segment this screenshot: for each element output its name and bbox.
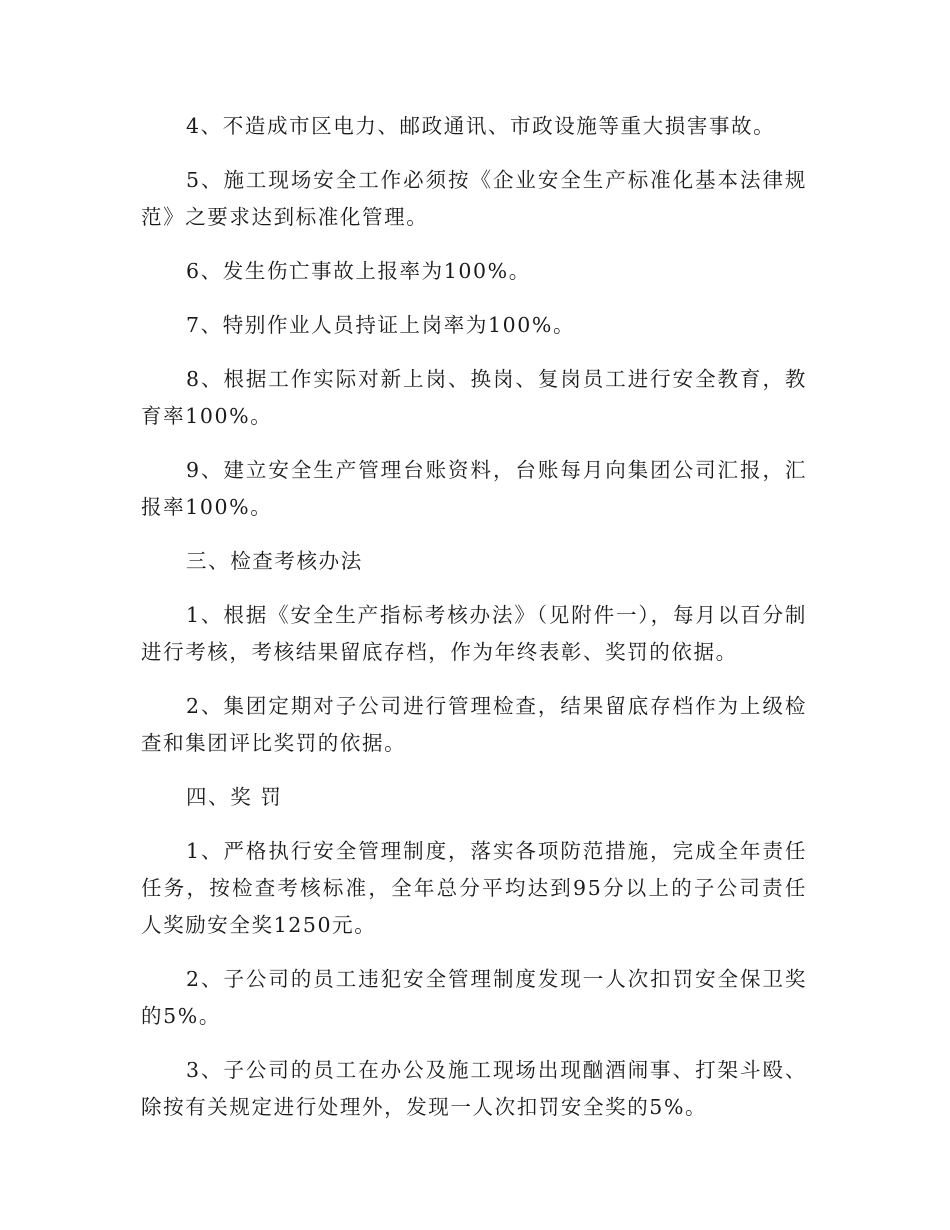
paragraph-item-8: 8、根据工作实际对新上岗、换岗、复岗员工进行安全教育，教育率100%。 xyxy=(141,367,807,428)
inspection-item-2: 2、集团定期对子公司进行管理检查，结果留底存档作为上级检查和集团评比奖罚的依据。 xyxy=(141,694,807,755)
paragraph-item-9: 9、建立安全生产管理台账资料，台账每月向集团公司汇报，汇报率100%。 xyxy=(141,458,807,519)
paragraph-item-6: 6、发生伤亡事故上报率为100%。 xyxy=(186,259,531,283)
reward-item-3: 3、子公司的员工在办公及施工现场出现酗酒闹事、打架斗殴、除按有关规定进行处理外，发现一人次扣罚安全奖的5%。 xyxy=(141,1058,807,1119)
section-heading-inspection: 三、检查考核办法 xyxy=(186,549,363,573)
paragraph-item-5: 5、施工现场安全工作必须按《企业安全生产标准化基本法律规范》之要求达到标准化管理。 xyxy=(141,168,807,229)
document-body xyxy=(141,108,807,1143)
paragraph-item-4: 4、不造成市区电力、邮政通讯、市政设施等重大损害事故。 xyxy=(186,114,776,138)
inspection-item-1: 1、根据《安全生产指标考核办法》（见附件一），每月以百分制进行考核，考核结果留底存档，作为年终表彰、奖罚的依据。 xyxy=(141,603,807,664)
section-heading-rewards: 四、奖 罚 xyxy=(186,785,283,809)
reward-item-1: 1、严格执行安全管理制度，落实各项防范措施，完成全年责任任务，按检查考核标准，全年总分平均达到95分以上的子公司责任人奖励安全奖1250元。 xyxy=(141,839,807,937)
reward-item-2: 2、子公司的员工违犯安全管理制度发现一人次扣罚安全保卫奖的5%。 xyxy=(141,967,807,1028)
paragraph-item-7: 7、特别作业人员持证上岗率为100%。 xyxy=(186,313,576,337)
